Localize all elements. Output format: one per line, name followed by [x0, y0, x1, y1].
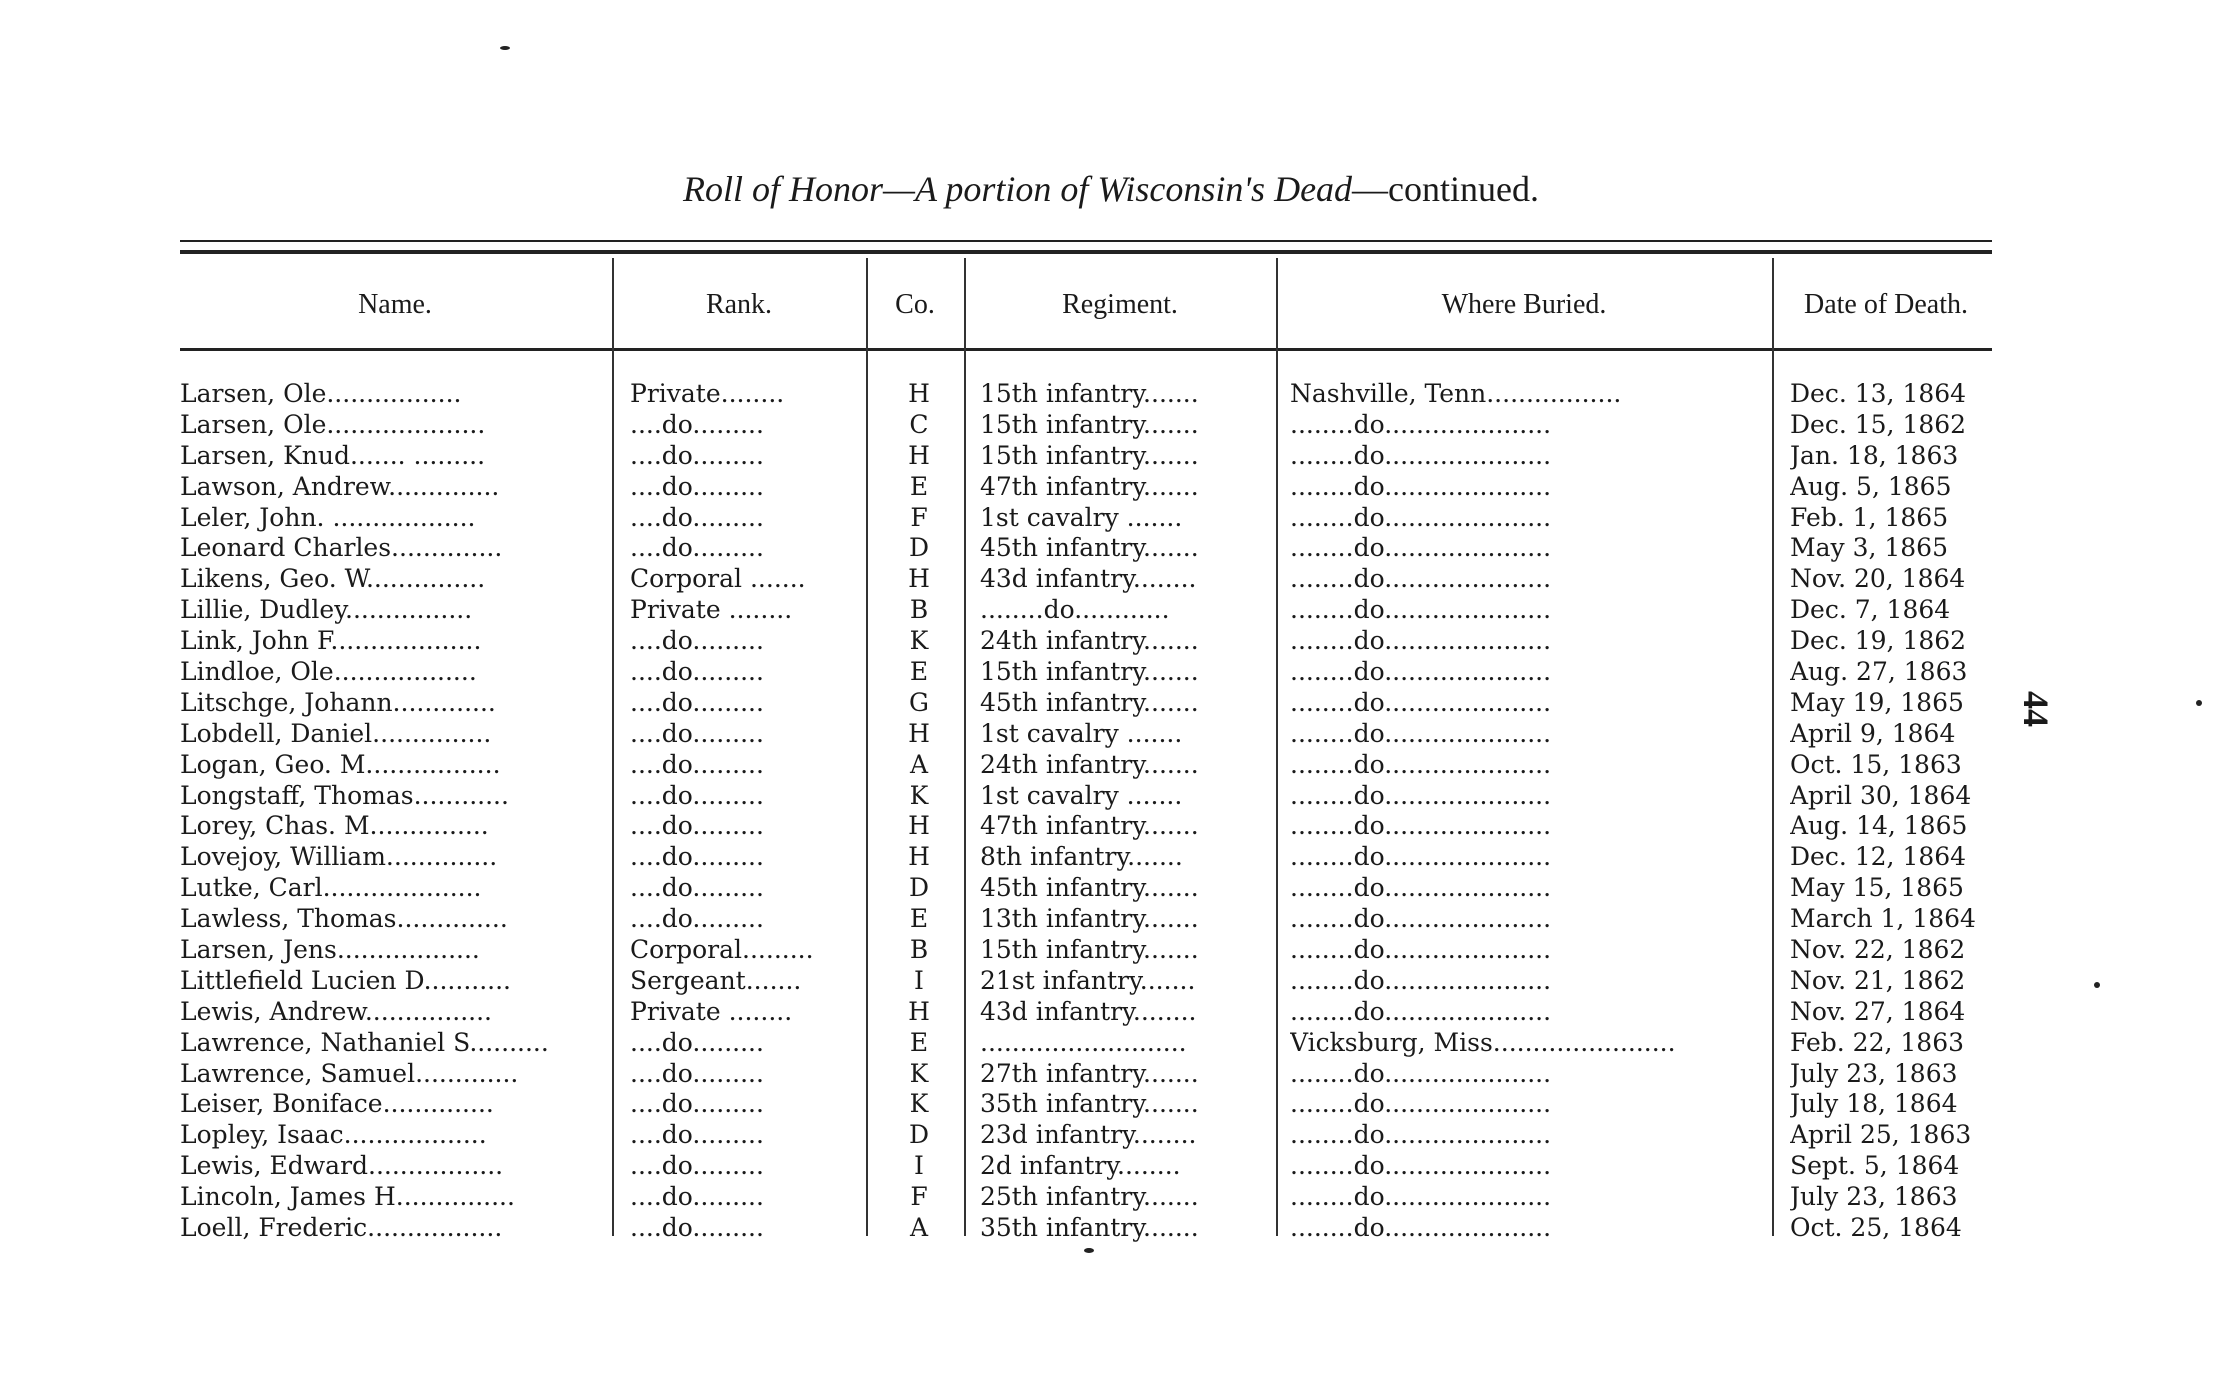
cell-date-of-death: April 9, 1864: [1790, 718, 1956, 748]
cell-name: Link, John F...................: [180, 626, 482, 656]
cell-rank: Private ........: [630, 996, 793, 1026]
cell-date-of-death: Dec. 12, 1864: [1790, 842, 1967, 872]
cell-company: E: [909, 471, 929, 501]
cell-rank: ....do.........: [630, 533, 764, 563]
cell-name: Leiser, Boniface..............: [180, 1089, 494, 1119]
header-regiment: Regiment.: [1062, 289, 1178, 320]
cell-where-buried: ........do.....................: [1290, 904, 1552, 934]
cell-where-buried: ........do.....................: [1290, 873, 1552, 903]
cell-name: Lutke, Carl....................: [180, 873, 482, 903]
cell-name: Leler, John. ..................: [180, 502, 476, 532]
cell-name: Larsen, Ole....................: [180, 409, 486, 439]
title-continued: —continued.: [1352, 169, 1540, 209]
cell-where-buried: ........do.....................: [1290, 1182, 1552, 1212]
table-row: [0, 1181, 2222, 1212]
cell-where-buried: ........do.....................: [1290, 811, 1552, 841]
cell-regiment: ..........................: [980, 1027, 1187, 1057]
cell-where-buried: Vicksburg, Miss.......................: [1290, 1027, 1676, 1057]
cell-regiment: 45th infantry.......: [980, 687, 1199, 717]
cell-company: H: [908, 842, 930, 872]
cell-company: H: [908, 564, 930, 594]
cell-name: Lawrence, Nathaniel S..........: [180, 1027, 549, 1057]
cell-where-buried: ........do.....................: [1290, 842, 1552, 872]
cell-date-of-death: Oct. 15, 1863: [1790, 749, 1962, 779]
page-number: 44: [2016, 691, 2056, 727]
table-row: [0, 1058, 2222, 1089]
cell-name: Lincoln, James H...............: [180, 1182, 515, 1212]
cell-regiment: 24th infantry.......: [980, 626, 1199, 656]
cell-company: K: [909, 626, 929, 656]
cell-where-buried: ........do.....................: [1290, 626, 1552, 656]
cell-rank: ....do.........: [630, 1151, 764, 1181]
cell-name: Larsen, Ole.................: [180, 379, 462, 408]
cell-rank: ....do.........: [630, 471, 764, 501]
table-row: [0, 718, 2222, 749]
cell-where-buried: ........do.....................: [1290, 996, 1552, 1026]
cell-where-buried: ........do.....................: [1290, 718, 1552, 748]
top-rule-thin: [180, 240, 1992, 242]
cell-name: Likens, Geo. W...............: [180, 564, 486, 594]
cell-where-buried: ........do.....................: [1290, 471, 1552, 501]
cell-name: Leonard Charles..............: [180, 533, 503, 563]
cell-where-buried: ........do.....................: [1290, 1089, 1552, 1119]
cell-rank: ....do.........: [630, 842, 764, 872]
cell-date-of-death: Feb. 1, 1865: [1790, 502, 1949, 532]
cell-company: D: [908, 533, 930, 563]
cell-date-of-death: July 18, 1864: [1790, 1089, 1958, 1119]
cell-regiment: 25th infantry.......: [980, 1182, 1199, 1212]
cell-regiment: 13th infantry.......: [980, 904, 1199, 934]
cell-date-of-death: Nov. 21, 1862: [1790, 965, 1966, 995]
cell-rank: ....do.........: [630, 1120, 764, 1150]
cell-company: K: [909, 1058, 929, 1088]
cell-rank: Private ........: [630, 595, 793, 625]
cell-company: D: [908, 873, 930, 903]
cell-company: E: [909, 904, 929, 934]
cell-date-of-death: March 1, 1864: [1790, 904, 1976, 934]
table-row: [0, 625, 2222, 656]
table-row: [0, 872, 2222, 903]
cell-rank: ....do.........: [630, 1089, 764, 1119]
header-where-buried: Where Buried.: [1441, 289, 1607, 320]
cell-date-of-death: Dec. 7, 1864: [1790, 595, 1951, 625]
cell-company: H: [908, 718, 930, 748]
cell-company: E: [909, 657, 929, 687]
cell-where-buried: ........do.....................: [1290, 595, 1552, 625]
cell-company: A: [909, 1213, 929, 1243]
cell-regiment: 47th infantry.......: [980, 471, 1199, 501]
cell-date-of-death: Aug. 27, 1863: [1790, 657, 1968, 687]
cell-rank: Private........: [630, 379, 785, 408]
cell-date-of-death: Jan. 18, 1863: [1790, 440, 1959, 470]
cell-rank: ....do.........: [630, 409, 764, 439]
cell-date-of-death: May 3, 1865: [1790, 533, 1948, 563]
cell-company: H: [908, 379, 930, 408]
table-row: [0, 502, 2222, 533]
cell-name: Litschge, Johann.............: [180, 687, 496, 717]
cell-where-buried: ........do.....................: [1290, 409, 1552, 439]
cell-date-of-death: Feb. 22, 1863: [1790, 1027, 1964, 1057]
header-rank: Rank.: [705, 289, 773, 320]
cell-regiment: 15th infantry.......: [980, 379, 1199, 408]
table-row: [0, 1119, 2222, 1150]
cell-date-of-death: May 19, 1865: [1790, 687, 1964, 717]
cell-regiment: 23d infantry........: [980, 1120, 1197, 1150]
cell-regiment: 15th infantry.......: [980, 935, 1199, 965]
cell-rank: ....do.........: [630, 1058, 764, 1088]
cell-name: Lindloe, Ole..................: [180, 657, 477, 687]
cell-regiment: 8th infantry.......: [980, 842, 1183, 872]
scan-speck: [500, 46, 510, 50]
cell-where-buried: ........do.....................: [1290, 935, 1552, 965]
cell-name: Lewis, Edward.................: [180, 1151, 504, 1181]
cell-date-of-death: April 25, 1863: [1790, 1120, 1972, 1150]
cell-where-buried: ........do.....................: [1290, 1151, 1552, 1181]
cell-regiment: 15th infantry.......: [980, 657, 1199, 687]
cell-name: Larsen, Jens..................: [180, 935, 480, 965]
table-row: [0, 594, 2222, 625]
cell-where-buried: ........do.....................: [1290, 1213, 1552, 1243]
table-row: [0, 810, 2222, 841]
cell-where-buried: ........do.....................: [1290, 965, 1552, 995]
cell-name: Littlefield Lucien D...........: [180, 965, 512, 995]
table-row: [0, 378, 2222, 409]
cell-rank: ....do.........: [630, 811, 764, 841]
cell-date-of-death: Nov. 22, 1862: [1790, 935, 1966, 965]
table-row: [0, 965, 2222, 996]
cell-company: A: [909, 749, 929, 779]
cell-rank: Sergeant.......: [630, 965, 802, 995]
cell-rank: ....do.........: [630, 687, 764, 717]
cell-regiment: 1st cavalry .......: [980, 780, 1183, 810]
cell-date-of-death: Nov. 20, 1864: [1790, 564, 1966, 594]
table-row: [0, 903, 2222, 934]
cell-where-buried: ........do.....................: [1290, 440, 1552, 470]
cell-company: F: [910, 1182, 928, 1212]
cell-rank: Corporal.........: [630, 935, 814, 965]
cell-date-of-death: Nov. 27, 1864: [1790, 996, 1966, 1026]
cell-company: I: [914, 965, 924, 995]
scan-speck: [2196, 700, 2202, 706]
cell-regiment: 45th infantry.......: [980, 873, 1199, 903]
cell-company: I: [914, 1151, 924, 1181]
cell-where-buried: Nashville, Tenn.................: [1290, 379, 1622, 408]
cell-regiment: 1st cavalry .......: [980, 718, 1183, 748]
table-row: [0, 841, 2222, 872]
cell-date-of-death: Aug. 5, 1865: [1790, 471, 1952, 501]
cell-regiment: 43d infantry........: [980, 996, 1197, 1026]
cell-date-of-death: July 23, 1863: [1790, 1058, 1958, 1088]
cell-company: B: [909, 935, 929, 965]
cell-company: H: [908, 811, 930, 841]
cell-regiment: 35th infantry.......: [980, 1213, 1199, 1243]
cell-where-buried: ........do.....................: [1290, 749, 1552, 779]
cell-company: G: [909, 687, 929, 717]
cell-rank: ....do.........: [630, 502, 764, 532]
cell-regiment: 15th infantry.......: [980, 409, 1199, 439]
roll-table-body: [0, 378, 2222, 1243]
cell-company: H: [908, 996, 930, 1026]
cell-regiment: 35th infantry.......: [980, 1089, 1199, 1119]
cell-name: Lopley, Isaac..................: [180, 1120, 487, 1150]
cell-name: Longstaff, Thomas............: [180, 780, 509, 810]
cell-where-buried: ........do.....................: [1290, 1120, 1552, 1150]
cell-name: Larsen, Knud....... .........: [180, 440, 486, 470]
table-row: [0, 532, 2222, 563]
table-row: [0, 1027, 2222, 1058]
cell-regiment: 45th infantry.......: [980, 533, 1199, 563]
table-row: [0, 780, 2222, 811]
cell-name: Lawrence, Samuel.............: [180, 1058, 519, 1088]
cell-company: B: [909, 595, 929, 625]
table-row: [0, 749, 2222, 780]
cell-company: F: [910, 502, 928, 532]
cell-date-of-death: July 23, 1863: [1790, 1182, 1958, 1212]
cell-date-of-death: Oct. 25, 1864: [1790, 1213, 1962, 1243]
cell-where-buried: ........do.....................: [1290, 780, 1552, 810]
cell-company: K: [909, 780, 929, 810]
cell-rank: ....do.........: [630, 780, 764, 810]
table-row: [0, 1088, 2222, 1119]
cell-regiment: 15th infantry.......: [980, 440, 1199, 470]
cell-company: D: [908, 1120, 930, 1150]
cell-date-of-death: Dec. 15, 1862: [1790, 409, 1967, 439]
cell-rank: ....do.........: [630, 626, 764, 656]
cell-company: C: [909, 409, 929, 439]
cell-where-buried: ........do.....................: [1290, 1058, 1552, 1088]
cell-rank: ....do.........: [630, 657, 764, 687]
cell-rank: ....do.........: [630, 440, 764, 470]
cell-name: Loell, Frederic.................: [180, 1213, 503, 1243]
cell-rank: ....do.........: [630, 718, 764, 748]
table-row: [0, 440, 2222, 471]
cell-regiment: 21st infantry.......: [980, 965, 1196, 995]
cell-name: Lovejoy, William..............: [180, 842, 498, 872]
cell-name: Lillie, Dudley................: [180, 595, 473, 625]
cell-where-buried: ........do.....................: [1290, 502, 1552, 532]
cell-name: Lawson, Andrew..............: [180, 471, 500, 501]
table-row: [0, 934, 2222, 965]
cell-name: Lorey, Chas. M...............: [180, 811, 489, 841]
cell-regiment: 2d infantry........: [980, 1151, 1181, 1181]
cell-name: Lobdell, Daniel...............: [180, 718, 492, 748]
top-rule-thick: [180, 250, 1992, 254]
table-row: [0, 1212, 2222, 1243]
header-date-of-death: Date of Death.: [1803, 289, 1969, 320]
table-row: [0, 409, 2222, 440]
cell-where-buried: ........do.....................: [1290, 657, 1552, 687]
cell-where-buried: ........do.....................: [1290, 533, 1552, 563]
cell-company: K: [909, 1089, 929, 1119]
cell-rank: ....do.........: [630, 1027, 764, 1057]
scan-speck: [2094, 982, 2100, 988]
header-co: Co.: [895, 289, 935, 320]
cell-date-of-death: Sept. 5, 1864: [1790, 1151, 1960, 1181]
cell-rank: ....do.........: [630, 873, 764, 903]
cell-rank: ....do.........: [630, 1182, 764, 1212]
cell-regiment: 47th infantry.......: [980, 811, 1199, 841]
cell-regiment: 27th infantry.......: [980, 1058, 1199, 1088]
cell-name: Lawless, Thomas..............: [180, 904, 508, 934]
cell-date-of-death: Aug. 14, 1865: [1790, 811, 1968, 841]
cell-name: Logan, Geo. M.................: [180, 749, 501, 779]
title-italic: Roll of Honor—A portion of Wisconsin's Dead: [682, 169, 1353, 209]
table-row: [0, 1150, 2222, 1181]
cell-name: Lewis, Andrew................: [180, 996, 492, 1026]
header-rule: [180, 348, 1992, 351]
cell-date-of-death: Dec. 19, 1862: [1790, 626, 1967, 656]
table-row: [0, 687, 2222, 718]
cell-regiment: ........do............: [980, 595, 1170, 625]
table-row: [0, 563, 2222, 594]
table-row: [0, 656, 2222, 687]
cell-rank: ....do.........: [630, 749, 764, 779]
cell-where-buried: ........do.....................: [1290, 564, 1552, 594]
cell-rank: ....do.........: [630, 904, 764, 934]
cell-regiment: 43d infantry........: [980, 564, 1197, 594]
cell-date-of-death: May 15, 1865: [1790, 873, 1964, 903]
table-row: [0, 996, 2222, 1027]
cell-where-buried: ........do.....................: [1290, 687, 1552, 717]
cell-rank: ....do.........: [630, 1213, 764, 1243]
cell-date-of-death: April 30, 1864: [1790, 780, 1972, 810]
cell-rank: Corporal .......: [630, 564, 806, 594]
cell-company: H: [908, 440, 930, 470]
scan-speck: [1084, 1248, 1094, 1253]
cell-regiment: 24th infantry.......: [980, 749, 1199, 779]
page-title: [0, 168, 2222, 210]
cell-regiment: 1st cavalry .......: [980, 502, 1183, 532]
cell-company: E: [909, 1027, 929, 1057]
header-name: Name.: [358, 289, 432, 320]
cell-date-of-death: Dec. 13, 1864: [1790, 379, 1967, 408]
table-row: [0, 471, 2222, 502]
